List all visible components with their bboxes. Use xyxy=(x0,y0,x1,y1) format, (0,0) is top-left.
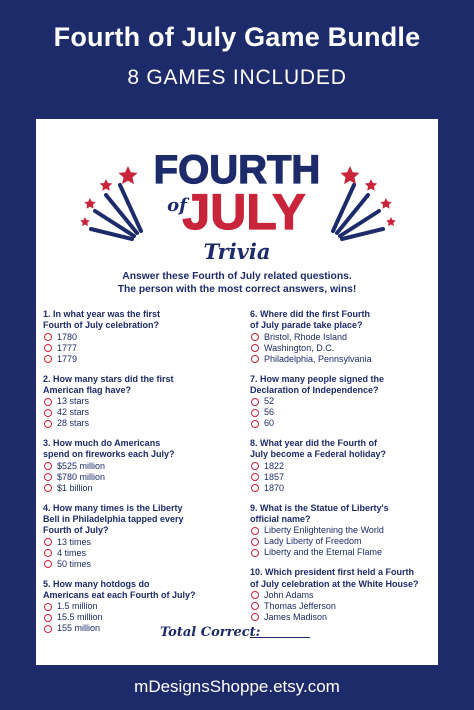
radio-circle-icon[interactable] xyxy=(44,409,52,417)
question-text: 8. What year did the Fourth of July become a Federal holiday? xyxy=(250,438,387,460)
answer-option[interactable]: Liberty and the Eternal Flame xyxy=(250,547,425,558)
radio-circle-icon[interactable] xyxy=(44,355,52,363)
questions-right-column xyxy=(250,309,425,632)
radio-circle-icon[interactable] xyxy=(44,614,52,622)
total-correct-label: Total Correct: xyxy=(160,625,261,640)
question-text: 5. How many hotdogs do Americans eat each Fourth of July? xyxy=(43,578,196,600)
star-icon xyxy=(365,179,377,191)
radio-circle-icon[interactable] xyxy=(44,344,52,352)
question-text: 6. Where did the first Fourth of July parade take place? xyxy=(250,309,371,331)
fourth-of-july-logo xyxy=(36,135,438,265)
answer-option[interactable]: 1777 xyxy=(43,343,218,354)
star-icon xyxy=(100,179,112,191)
radio-circle-icon[interactable] xyxy=(251,591,259,599)
answer-option[interactable]: 50 times xyxy=(43,559,218,570)
answer-option[interactable]: Philadelphia, Pennsylvania xyxy=(250,354,425,365)
answer-option[interactable]: Washington, D.C. xyxy=(250,343,425,354)
answer-option[interactable]: 1780 xyxy=(43,332,218,343)
radio-circle-icon[interactable] xyxy=(251,602,259,610)
instructions-line-1: Answer these Fourth of July related questions. xyxy=(122,271,352,282)
question-text: 4. How many times is the Liberty Bell in Philadelphia tapped every Fourth of July? xyxy=(43,502,184,536)
radio-circle-icon[interactable] xyxy=(251,355,259,363)
radio-circle-icon[interactable] xyxy=(251,613,259,621)
question-text: 7. How many people signed the Declaration of Independence? xyxy=(250,373,385,395)
footer-website: mDesignsShoppe.etsy.com xyxy=(134,677,340,696)
question-8 xyxy=(250,438,425,494)
radio-circle-icon[interactable] xyxy=(251,344,259,352)
answer-option[interactable]: $780 million xyxy=(43,472,218,483)
star-icon xyxy=(380,198,391,209)
star-icon xyxy=(80,217,90,226)
answer-option[interactable]: $525 million xyxy=(43,461,218,472)
answer-option[interactable]: 4 times xyxy=(43,548,218,559)
radio-circle-icon[interactable] xyxy=(251,538,259,546)
question-text: 2. How many stars did the first American flag have? xyxy=(43,373,174,395)
answer-option[interactable]: James Madison xyxy=(250,612,425,623)
right-fireworks-icon xyxy=(333,185,383,239)
answer-option[interactable]: 1.5 million xyxy=(43,601,218,612)
answer-option[interactable]: 13 times xyxy=(43,537,218,548)
radio-circle-icon[interactable] xyxy=(44,625,52,633)
answer-option[interactable]: Lady Liberty of Freedom xyxy=(250,536,425,547)
star-icon xyxy=(386,217,396,226)
question-text: 9. What is the Statue of Liberty's official name? xyxy=(250,502,389,525)
instructions xyxy=(56,270,418,296)
question-1 xyxy=(43,309,218,365)
question-3 xyxy=(43,438,218,494)
answer-option[interactable]: 56 xyxy=(250,407,425,418)
radio-circle-icon[interactable] xyxy=(251,398,259,406)
radio-circle-icon[interactable] xyxy=(44,538,52,546)
logo-of: of xyxy=(167,195,187,216)
radio-circle-icon[interactable] xyxy=(44,560,52,568)
answer-option[interactable]: 155 million xyxy=(43,623,218,634)
answer-option[interactable]: 28 stars xyxy=(43,418,218,429)
banner-title: Fourth of July Game Bundle xyxy=(53,22,421,52)
answer-option[interactable]: John Adams xyxy=(250,590,425,601)
answer-option[interactable]: 42 stars xyxy=(43,407,218,418)
answer-option[interactable]: 1870 xyxy=(250,483,425,494)
answer-option[interactable]: Liberty Enlightening the World xyxy=(250,525,425,536)
answer-option[interactable]: 15.5 million xyxy=(43,612,218,623)
radio-circle-icon[interactable] xyxy=(251,333,259,341)
logo-july: JULY xyxy=(182,184,306,240)
radio-circle-icon[interactable] xyxy=(251,462,259,470)
radio-circle-icon[interactable] xyxy=(251,527,259,535)
radio-circle-icon[interactable] xyxy=(44,398,52,406)
radio-circle-icon[interactable] xyxy=(44,333,52,341)
question-text: 1. In what year was the first Fourth of July celebration? xyxy=(43,309,161,331)
answer-option[interactable]: Bristol, Rhode Island xyxy=(250,332,425,343)
star-icon xyxy=(119,166,138,184)
radio-circle-icon[interactable] xyxy=(44,549,52,557)
trivia-card xyxy=(34,117,440,667)
question-text: 3. How much do Americans spend on fireworks each July? xyxy=(43,438,175,460)
answer-option[interactable]: 13 stars xyxy=(43,396,218,407)
answer-option[interactable]: 52 xyxy=(250,396,425,407)
star-icon xyxy=(341,166,360,184)
answer-option[interactable]: 1857 xyxy=(250,472,425,483)
radio-circle-icon[interactable] xyxy=(251,420,259,428)
logo-trivia: Trivia xyxy=(203,239,271,264)
question-10 xyxy=(250,567,425,623)
answer-option[interactable]: 60 xyxy=(250,418,425,429)
answer-option[interactable]: 1779 xyxy=(43,354,218,365)
question-4 xyxy=(43,503,218,570)
instructions-line-2: The person with the most correct answers, wins! xyxy=(117,284,357,295)
question-7 xyxy=(250,374,425,430)
radio-circle-icon[interactable] xyxy=(251,473,259,481)
total-correct-blank[interactable] xyxy=(250,637,310,638)
answer-option[interactable]: $1 billion xyxy=(43,483,218,494)
question-2 xyxy=(43,374,218,430)
radio-circle-icon[interactable] xyxy=(251,409,259,417)
answer-option[interactable]: 1822 xyxy=(250,461,425,472)
banner-subtitle: 8 GAMES INCLUDED xyxy=(127,66,347,89)
radio-circle-icon[interactable] xyxy=(44,484,52,492)
logo-fourth: FOURTH xyxy=(153,148,321,192)
questions-left-column xyxy=(43,309,218,643)
radio-circle-icon[interactable] xyxy=(44,462,52,470)
question-6 xyxy=(250,309,425,365)
radio-circle-icon[interactable] xyxy=(44,420,52,428)
radio-circle-icon[interactable] xyxy=(44,473,52,481)
radio-circle-icon[interactable] xyxy=(251,484,259,492)
radio-circle-icon[interactable] xyxy=(44,603,52,611)
answer-option[interactable]: Thomas Jefferson xyxy=(250,601,425,612)
question-text: 10. Which president first held a Fourth of July celebration at the White House? xyxy=(250,567,419,589)
radio-circle-icon[interactable] xyxy=(251,549,259,557)
question-9 xyxy=(250,503,425,559)
left-fireworks-icon xyxy=(91,185,141,239)
star-icon xyxy=(84,198,95,209)
